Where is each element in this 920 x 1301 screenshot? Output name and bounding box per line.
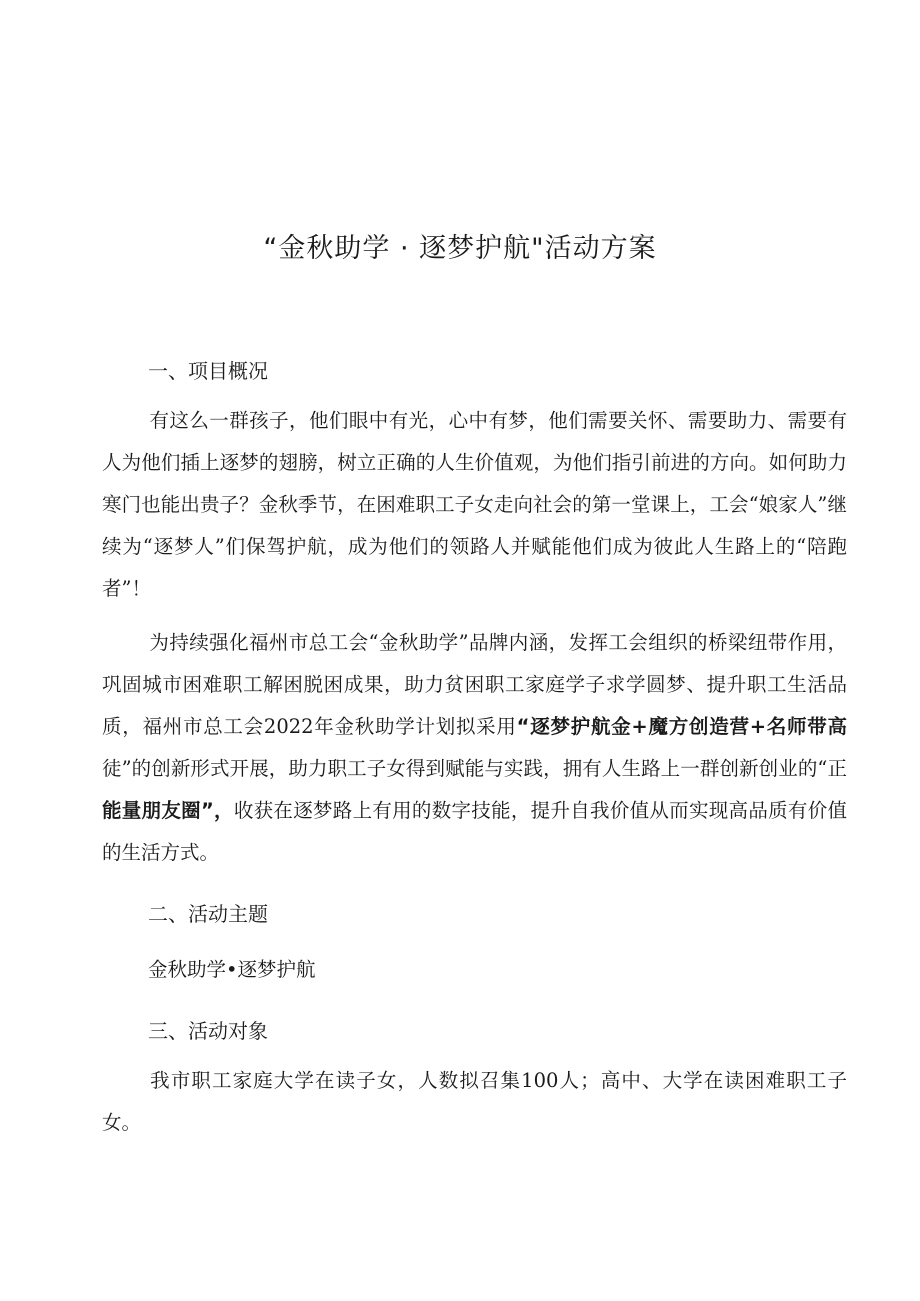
paragraph-text: 收获在逐梦路上有用的数字技能，提升自我价值从而实现高品质有价值的生活方式。 — [102, 799, 847, 864]
paragraph-text: 有这么一群孩子，他们眼中有光，心中有梦，他们需要关怀、需要助力、需要有人为他们插上逐梦的翅膀，树立正确的人生价值观，为他们指引前进的方向。如何助力寒门也能出贵子？金秋季节，在困难职工子女走向社会的第一堂课上，工会“娘家人”继续为“逐梦人”们保驾护航，成为他们的领路人并赋能他们成为彼此人生路上的“陪跑者”！ — [102, 409, 847, 600]
paragraph-text: 徒”的创新形式开展，助力职工子女得到赋能与实践，拥有人生路上一群创新创业的“正 — [102, 757, 847, 780]
document-title: “金秋助学 · 逐梦护航"活动方案 — [263, 233, 657, 264]
section-heading-theme: 二、活动主题 — [148, 902, 268, 926]
section-heading-audience: 三、活动对象 — [148, 1019, 268, 1043]
theme-text: 金秋助学•逐梦护航 — [148, 958, 316, 981]
bold-phrase: 能量朋友圈”， — [102, 799, 234, 822]
section-heading-overview: 一、项目概况 — [148, 359, 268, 383]
paragraph-text: 为持续强化福州市总工会“金秋助学”品牌内涵，发挥工会组织的桥梁纽带作用，巩固城市困难职工解困脱困成果，助力贫困职工家庭学子求学圆梦、提升职工生活品质，福州市总工会2022年金秋助学计划拟采用 — [102, 631, 847, 738]
overview-paragraph-1 — [102, 400, 847, 610]
audience-paragraph — [102, 1060, 847, 1144]
paragraph-text: 我市职工家庭大学在读子女，人数拟召集100人；高中、大学在读困难职工子女。 — [102, 1069, 847, 1134]
bold-phrase: “逐梦护航金+魔方创造营+名师带高 — [516, 715, 847, 738]
overview-paragraph-2 — [102, 622, 847, 874]
